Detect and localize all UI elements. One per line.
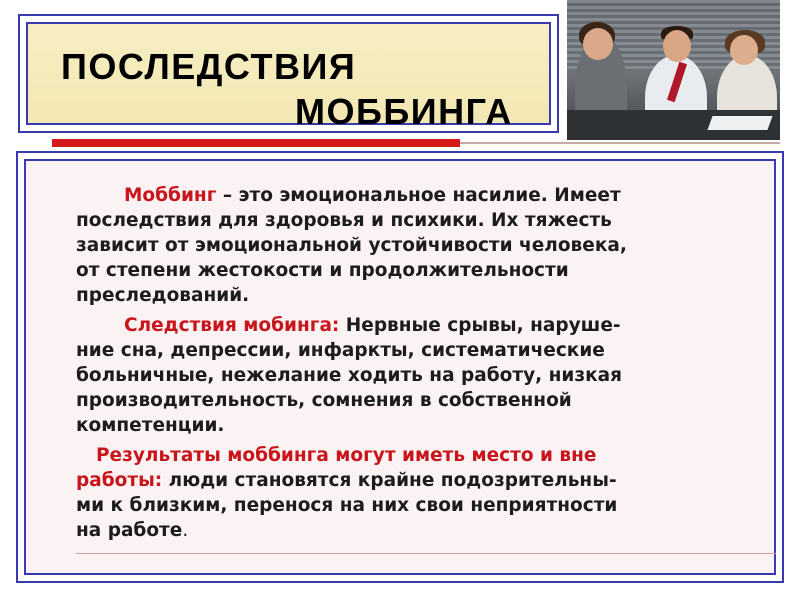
paragraph-3-text: люди становятся крайне подозрительны- (162, 470, 617, 491)
title-box (18, 14, 559, 133)
person-left-head (583, 28, 613, 60)
term-mobbing: Моббинг (124, 185, 217, 206)
paper-sheet (707, 116, 772, 130)
paragraph-2-line-2: ние сна, депрессии, инфаркты, систематические (76, 340, 605, 361)
paragraph-1-line-5: преследований. (76, 285, 250, 306)
paragraph-2-text: Нервные срывы, наруше- (339, 315, 621, 336)
content-text (76, 183, 776, 543)
term-consequences: Следствия мобинга: (124, 315, 340, 336)
paragraph-2-line-3: больничные, нежелание ходить на работу, низкая (76, 365, 623, 386)
title-panel (26, 22, 551, 132)
paragraph-3-last-text: на работе (76, 520, 183, 541)
term-results: работы: (76, 470, 163, 491)
divider-line (460, 142, 780, 144)
paragraph-1-line-3: зависит от эмоциональной устойчивости человека, (76, 235, 627, 256)
paragraph-2-line-4: производительность, сомнения в собственной (76, 390, 572, 411)
content-box (16, 151, 784, 583)
paragraph-3-line-1: Результаты моббинга могут иметь место и вне (96, 445, 597, 466)
final-period: . (182, 520, 189, 541)
person-center-head (663, 30, 691, 62)
paragraph-3-line-2 (76, 468, 776, 493)
red-accent-bar (52, 139, 460, 147)
bottom-rule (76, 553, 776, 554)
paragraph-1-line-2: последствия для здоровья и психики. Их тяжесть (76, 210, 612, 231)
paragraph-2-line-5: компетенции. (76, 415, 225, 436)
paragraph-1-line-1 (76, 183, 776, 208)
office-conflict-photo (567, 0, 780, 140)
paragraph-3-line-3: ми к близким, перенося на них свои неприятности (76, 495, 618, 516)
title-line-2: МОББИНГА (295, 91, 513, 132)
title-line-1: ПОСЛЕДСТВИЯ (61, 46, 357, 87)
paragraph-3-line-4 (76, 518, 776, 543)
paragraph-2-line-1 (76, 313, 776, 338)
person-right-head (730, 35, 758, 65)
paragraph-1-text: – это эмоциональное насилие. Имеет (216, 185, 621, 206)
paragraph-1-line-4: от степени жестокости и продолжительности (76, 260, 569, 281)
content-panel (24, 159, 776, 575)
